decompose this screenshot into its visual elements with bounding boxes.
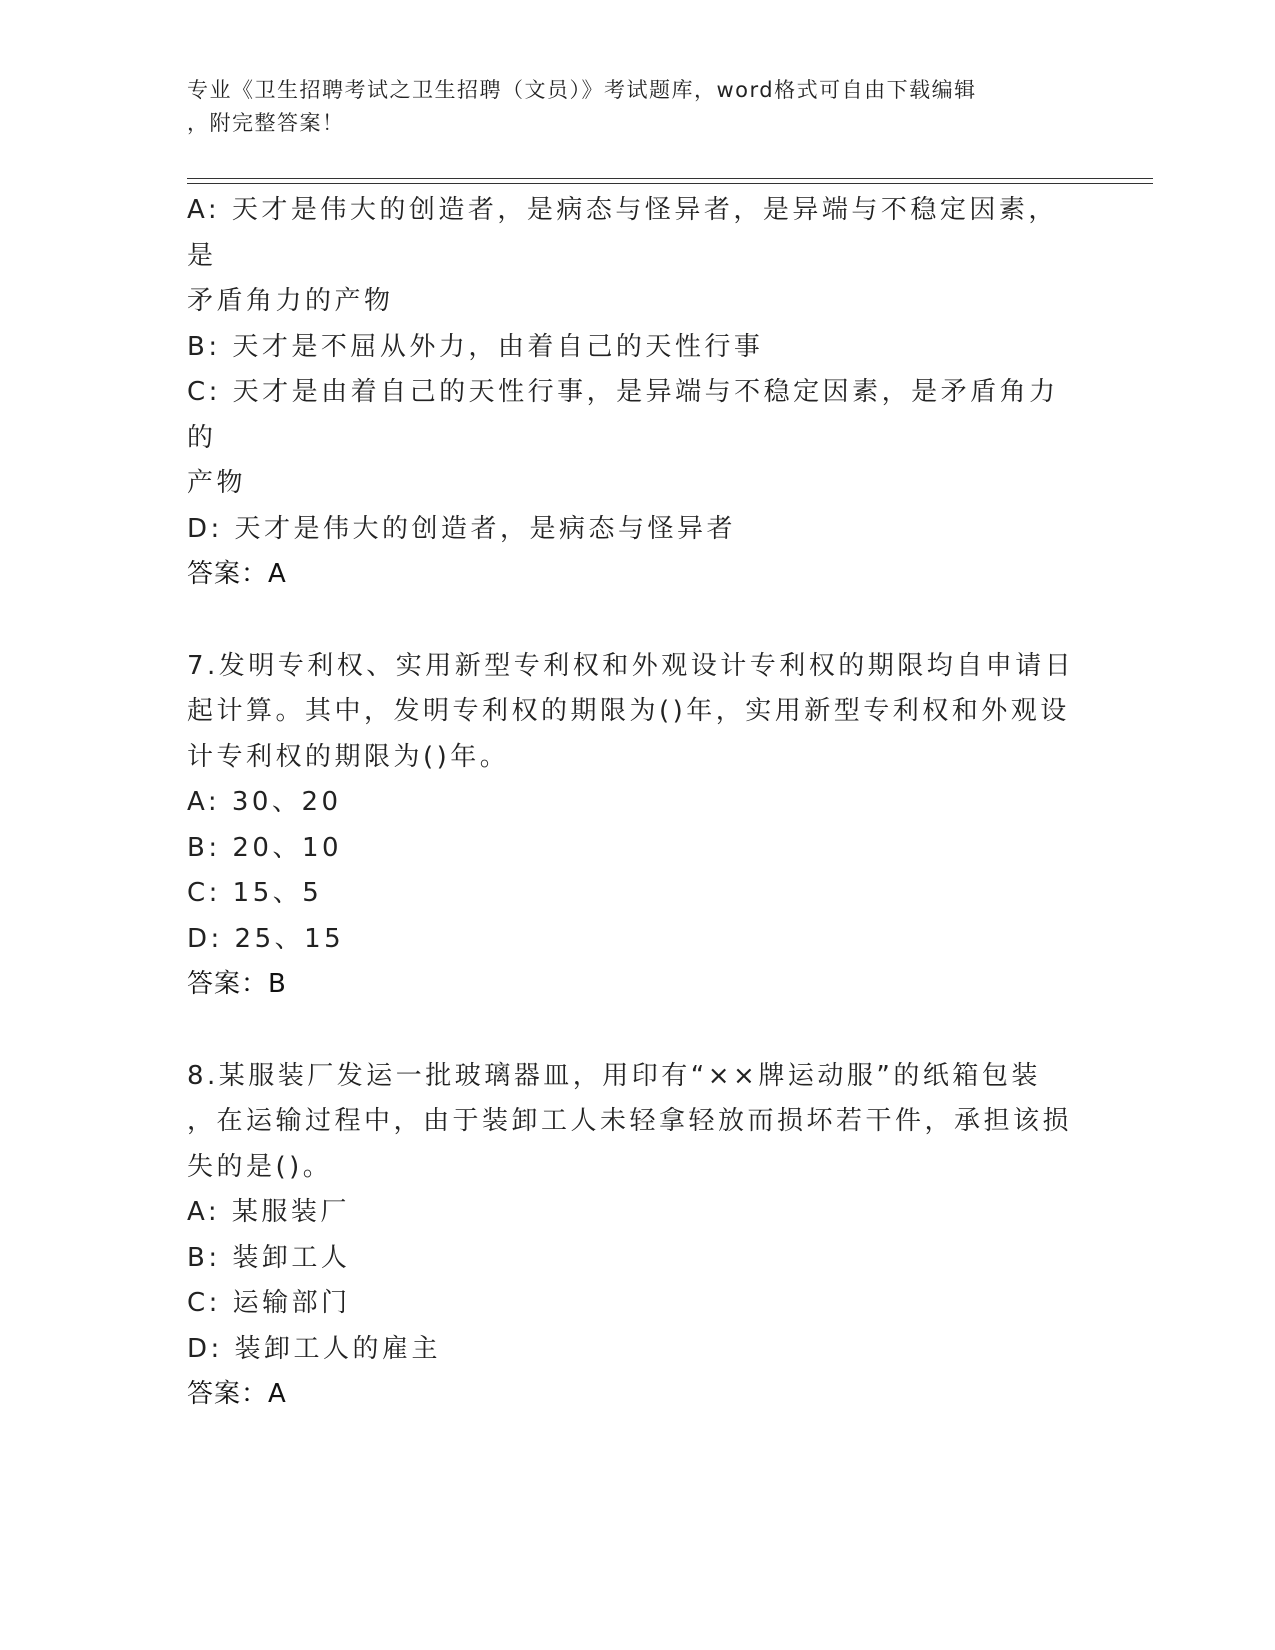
question-stem-line: 起计算。其中，发明专利权的期限为()年，实用新型专利权和外观设 — [187, 696, 1070, 726]
answer: 答案：A — [187, 559, 287, 589]
option-a: A: 30、20 — [187, 787, 342, 817]
document-header — [187, 74, 1087, 140]
option-a-line-2: 矛盾角力的产物 — [187, 286, 394, 316]
option-b: B: 装卸工人 — [187, 1242, 351, 1273]
question-stem-line: 7.发明专利权、实用新型专利权和外观设计专利权的期限均自申请日 — [187, 650, 1075, 681]
question-7 — [187, 644, 1087, 1008]
question-stem-line: 计专利权的期限为()年。 — [187, 741, 510, 772]
header-line-2: ，附完整答案！ — [187, 111, 345, 135]
option-d: D: 装卸工人的雇主 — [187, 1333, 442, 1364]
question-6 — [187, 188, 1087, 598]
option-c-line-2: 产物 — [187, 468, 247, 498]
header-divider-bottom — [187, 183, 1153, 184]
header-line-1: 专业《卫生招聘考试之卫生招聘（文员）》考试题库，word格式可自由下载编辑 — [187, 78, 977, 102]
spacer — [187, 598, 1087, 644]
option-d: D: 25、15 — [187, 923, 345, 954]
spacer — [187, 1008, 1087, 1054]
option-c: C: 15、5 — [187, 878, 323, 908]
option-b: B: 20、10 — [187, 832, 343, 863]
option-a-line-1: A: 天才是伟大的创造者，是病态与怪异者，是异端与不稳定因素，是 — [187, 195, 1058, 271]
header-divider-top — [187, 178, 1153, 179]
question-stem-line: ，在运输过程中，由于装卸工人未轻拿轻放而损坏若干件，承担该损 — [187, 1106, 1073, 1136]
question-8 — [187, 1054, 1087, 1418]
option-c-line-1: C: 天才是由着自己的天性行事，是异端与不稳定因素，是矛盾角力的 — [187, 377, 1059, 453]
answer: 答案：B — [187, 969, 287, 999]
question-stem-line: 失的是()。 — [187, 1151, 333, 1182]
question-stem-line: 8.某服装厂发运一批玻璃器皿，用印有“××牌运动服”的纸箱包装 — [187, 1060, 1041, 1091]
option-d: D: 天才是伟大的创造者，是病态与怪异者 — [187, 513, 737, 544]
answer: 答案：A — [187, 1379, 287, 1409]
option-b: B: 天才是不屈从外力，由着自己的天性行事 — [187, 331, 764, 362]
option-c: C: 运输部门 — [187, 1288, 351, 1318]
document-body — [187, 188, 1087, 1418]
option-a: A: 某服装厂 — [187, 1197, 350, 1227]
